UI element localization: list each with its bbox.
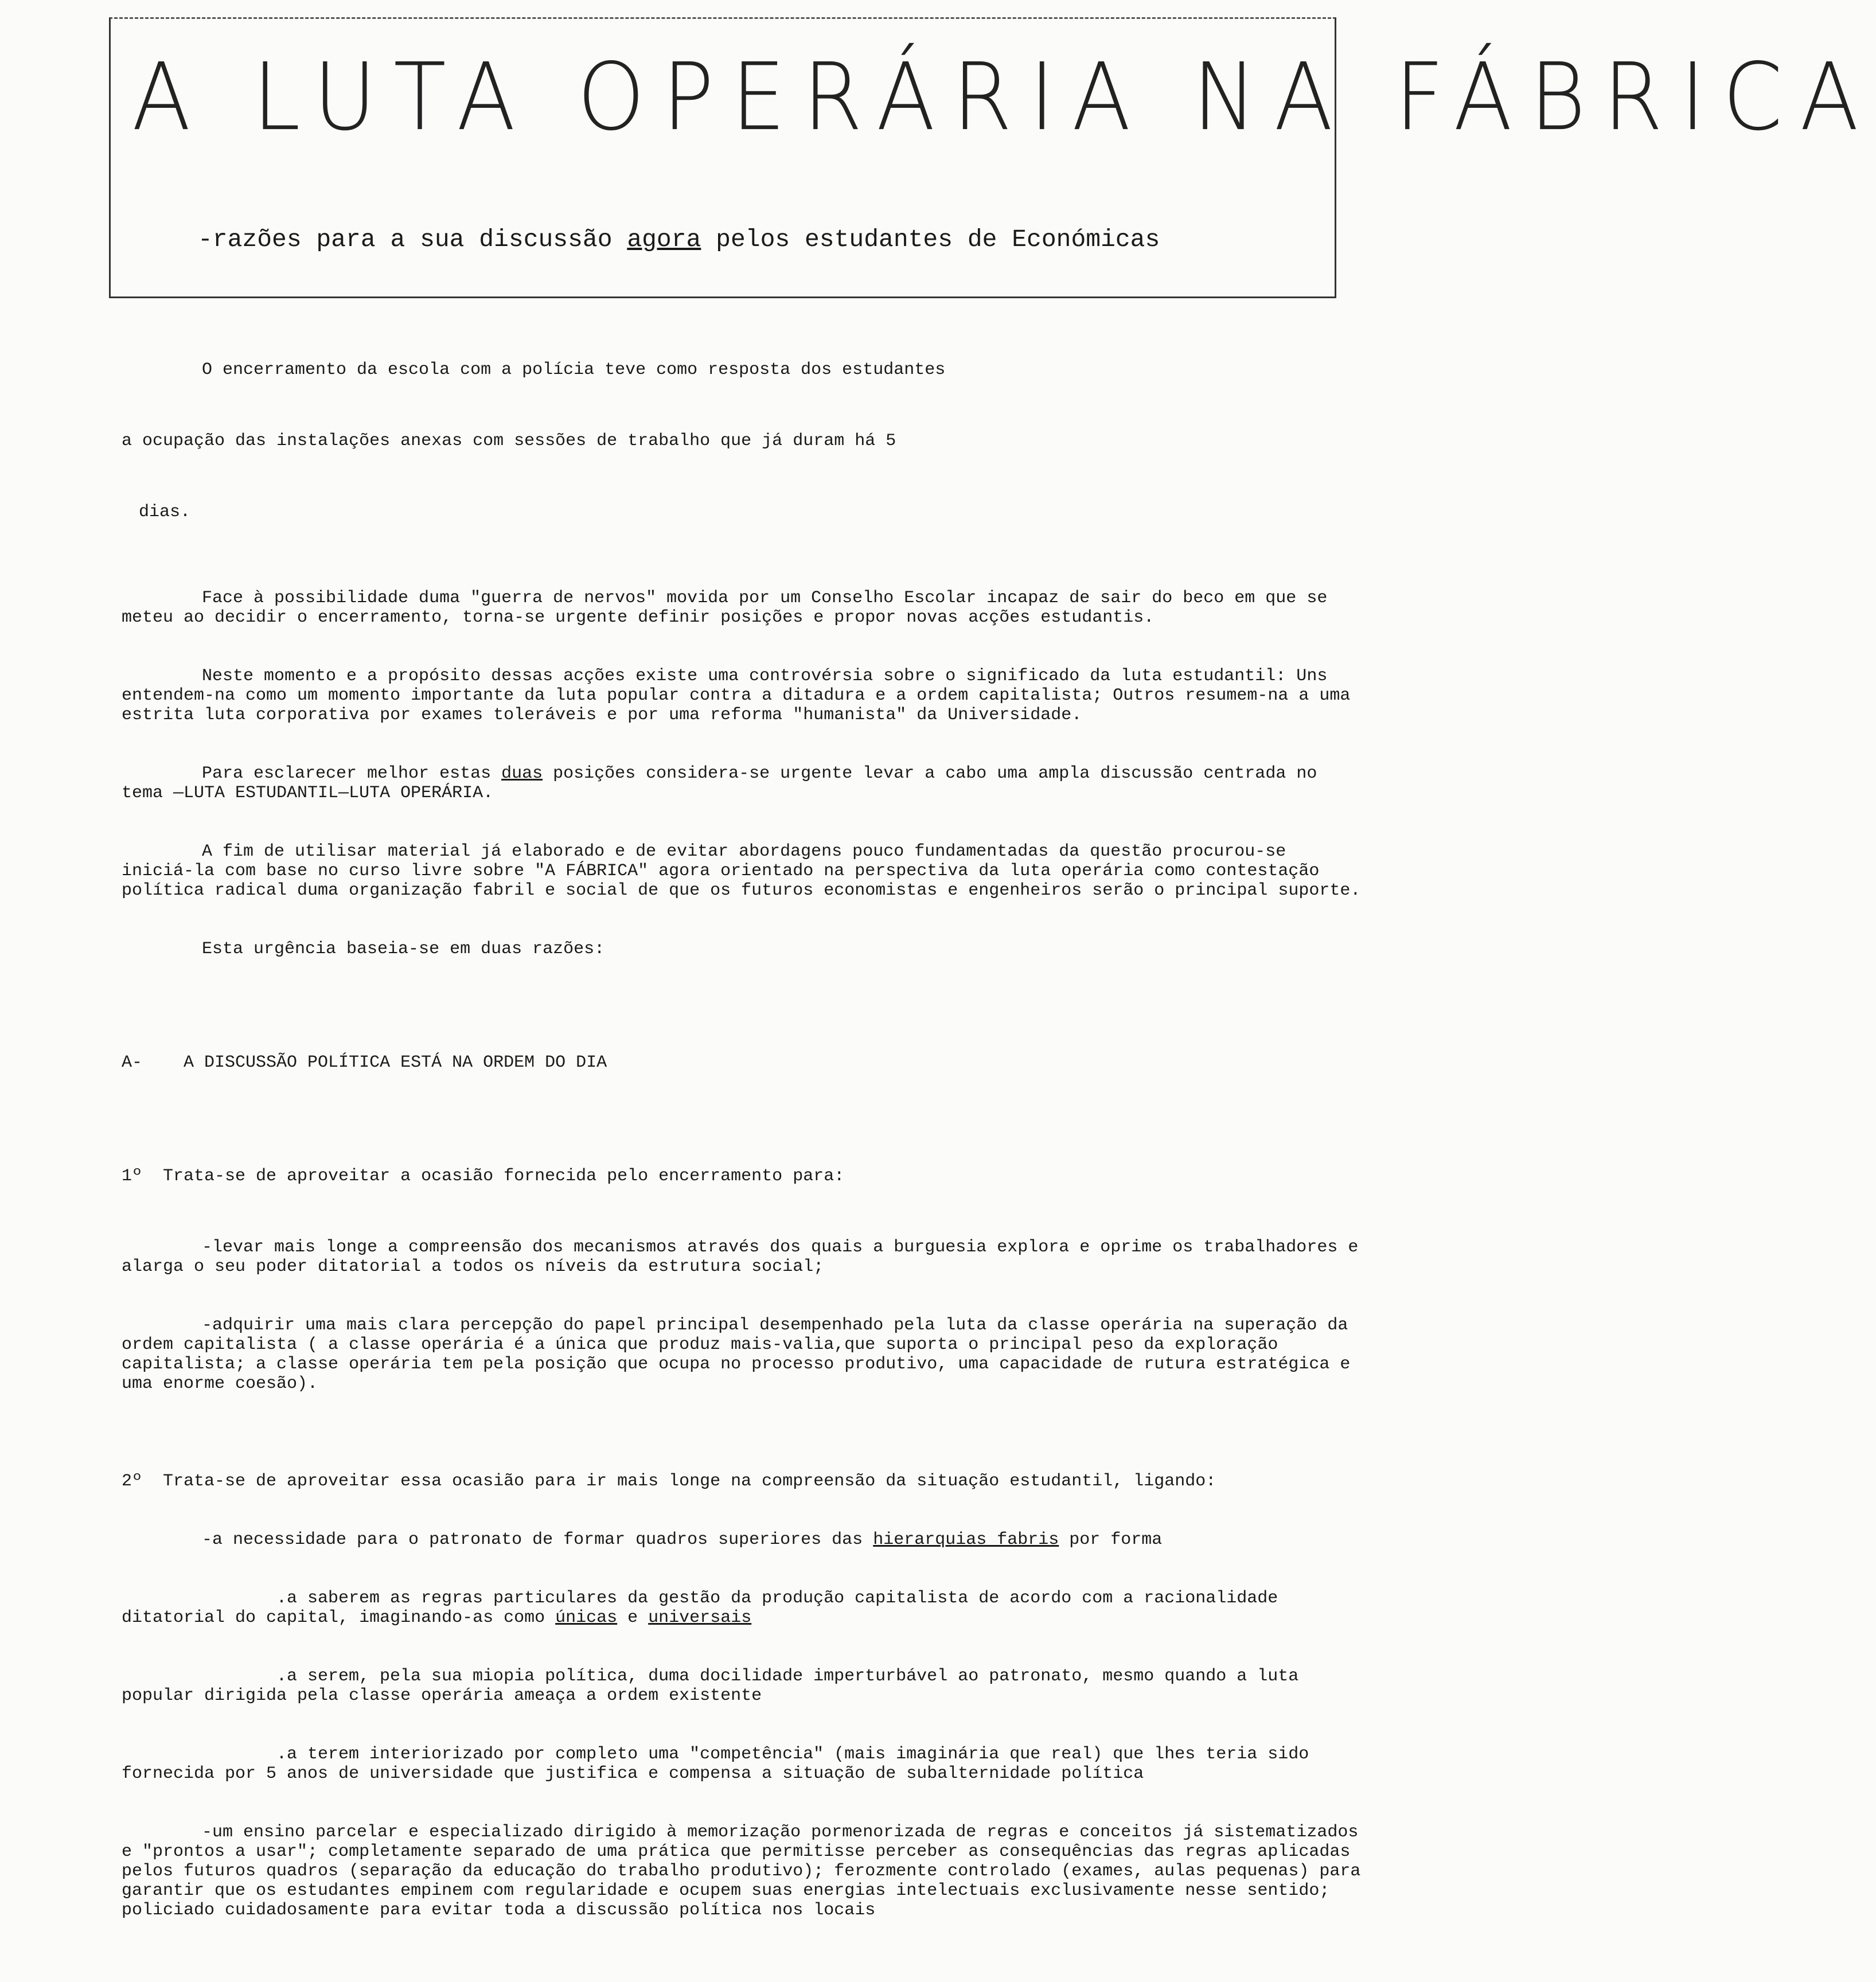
item-1-heading: 1º Trata-se de aproveitar a ocasião fornecida pelo encerramento para: <box>122 1166 845 1186</box>
item-2-a-1-emphasis-2: universais <box>648 1608 752 1628</box>
subtitle-emphasis: agora <box>627 225 701 253</box>
item-2-a <box>122 1530 1366 1550</box>
subtitle <box>198 225 1160 253</box>
item-1-a: -levar mais longe a compreensão dos mecanismos através dos quais a burguesia explora e oprime os trabalhadores e alarga o seu poder ditatorial a todos os níveis da estrutura social; <box>122 1238 1369 1277</box>
handwritten-title: A LUTA OPERÁRIA NA FÁBRICA <box>132 44 1876 151</box>
paragraph-6: Esta urgência baseia-se em duas razões: <box>202 939 605 959</box>
item-2-a-3: .a terem interiorizado por completo uma "competência" (mais imaginária que real) que lhes teria sido fornecida por 5 anos de universidade que justifica e compensa a situação de subalternidade política <box>122 1745 1320 1784</box>
paragraph-5: A fim de utilisar material já elaborado e de evitar abordagens pouco fundamentadas da questão procurou-se iniciá-la com base no curso livre sobre "A FÁBRICA" agora orientado na perspectiva da luta operária como contestação política radical duma organização fabril e social de que os futuros economistas e engenheiros serão o principal suporte. <box>122 842 1361 900</box>
paragraph-4-emphasis: duas <box>501 764 543 783</box>
item-2-heading: 2º Trata-se de aproveitar essa ocasião para ir mais longe na compreensão da situação estudantil, ligando: <box>122 1472 1216 1491</box>
paragraph-1-line-2: a ocupação das instalações anexas com sessões de trabalho que já duram há 5 <box>122 431 896 451</box>
paragraph-4 <box>122 764 1366 803</box>
paragraph-1 <box>122 360 1366 380</box>
subtitle-text-end: pelos estudantes de Económicas <box>701 225 1160 253</box>
paragraph-1-line-3: dias. <box>139 502 191 522</box>
item-2-a-1-text-mid: e <box>617 1608 649 1628</box>
item-2-a-2: .a serem, pela sua miopia política, duma docilidade imperturbável ao patronato, mesmo quando a luta popular dirigida pela classe operária ameaça a ordem existente <box>122 1667 1309 1706</box>
item-2-a-1-text: .a saberem as regras particulares da gestão da produção capitalista de acordo com a racionalidade ditatorial do capital, imaginando-as como <box>122 1589 1289 1628</box>
item-2-a-emphasis: hierarquias fabris <box>873 1530 1059 1550</box>
item-2-b: -um ensino parcelar e especializado dirigido à memorização pormenorizada de regras e conceitos já sistematizados e "prontos a usar"; completamente separado de uma prática que permitisse perceber as consequências das regras aplicadas pelos futuros quadros (separação da educação do trabalho produtivo); ferozmente controlado (exames, aulas pequenas) para garantir que os estudantes empinem com regularidade e ocupem suas energias intelectuais exclusivamente nesse sentido; policiado cuidadosamente para evitar toda a discussão política nos locais <box>122 1823 1371 1920</box>
document-body <box>122 321 1371 1959</box>
item-1-b: -adquirir uma mais clara percepção do papel principal desempenhado pela luta da classe operária na superação da ordem capitalista ( a classe operária é a única que produz mais-valia,que suporta o principal peso da exploração capitalista; a classe operária tem pela posição que ocupa no processo produtivo, uma capacidade de rutura estratégica e uma enorme coesão). <box>122 1316 1361 1394</box>
item-2-a-1-emphasis-1: únicas <box>555 1608 618 1628</box>
paragraph-4-text-end: posições considera-se urgente levar a cabo uma ampla discussão centrada no tema —LUTA ESTUDANTIL—LUTA OPERÁRIA. <box>122 764 1328 803</box>
paragraph-2: Face à possibilidade duma "guerra de nervos" movida por um Conselho Escolar incapaz de sair do beco em que se meteu ao decidir o encerramento, torna-se urgente definir posições e propor novas acções estudantis. <box>122 588 1338 627</box>
paragraph-1-line-1: O encerramento da escola com a polícia teve como resposta dos estudantes <box>202 360 946 380</box>
subtitle-text: -razões para a sua discussão <box>198 225 627 253</box>
item-2-a-text-end: por forma <box>1059 1530 1163 1550</box>
item-2-a-text: -a necessidade para o patronato de formar quadros superiores das <box>202 1530 873 1550</box>
paragraph-3: Neste momento e a propósito dessas acções existe uma controvérsia sobre o significado da luta estudantil: Uns entendem-na como um momento importante da luta popular contra a ditadura e a ordem capitalista; Outros resumem-na a uma estrita luta corporativa por exames toleráveis e por uma reforma "humanista" da Universidade. <box>122 666 1361 725</box>
section-a-heading: A- A DISCUSSÃO POLÍTICA ESTÁ NA ORDEM DO DIA <box>122 1053 607 1072</box>
item-2-a-1 <box>122 1589 1366 1628</box>
paragraph-4-text: Para esclarecer melhor estas <box>202 764 502 783</box>
